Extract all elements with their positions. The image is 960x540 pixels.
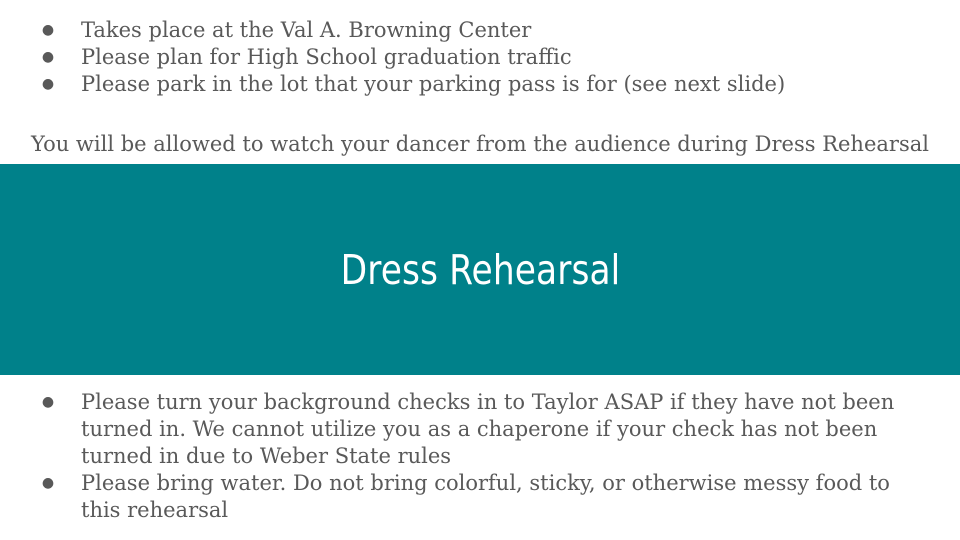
- bullet-dot-icon: ●: [41, 475, 55, 491]
- bullet-text: Please plan for High School graduation traffic: [81, 45, 572, 69]
- title-band: [0, 164, 960, 375]
- bullet-item: [40, 470, 920, 524]
- slide-title: Dress Rehearsal: [340, 245, 620, 294]
- top-bullet-list: [40, 17, 940, 98]
- audience-note: You will be allowed to watch your dancer from the audience during Dress Rehearsal: [31, 132, 929, 156]
- bullet-text: Takes place at the Val A. Browning Center: [81, 18, 532, 42]
- bullet-item: [40, 44, 940, 71]
- bullet-dot-icon: ●: [41, 22, 55, 38]
- bullet-text: Please turn your background checks in to Taylor ASAP if they have not been turned in. We cannot utilize you as a chaperone if your check has not been turned in due to Weber State rules: [81, 390, 895, 468]
- bullet-text: Please park in the lot that your parking pass is for (see next slide): [81, 72, 786, 96]
- bullet-item: [40, 389, 920, 470]
- bullet-dot-icon: ●: [41, 394, 55, 410]
- top-section: [0, 0, 960, 164]
- bullet-dot-icon: ●: [41, 49, 55, 65]
- bottom-bullet-list: [40, 389, 920, 524]
- bullet-item: [40, 71, 940, 98]
- bullet-text: Please bring water. Do not bring colorful, sticky, or otherwise messy food to this rehearsal: [81, 471, 890, 522]
- bullet-item: [40, 17, 940, 44]
- bullet-dot-icon: ●: [41, 76, 55, 92]
